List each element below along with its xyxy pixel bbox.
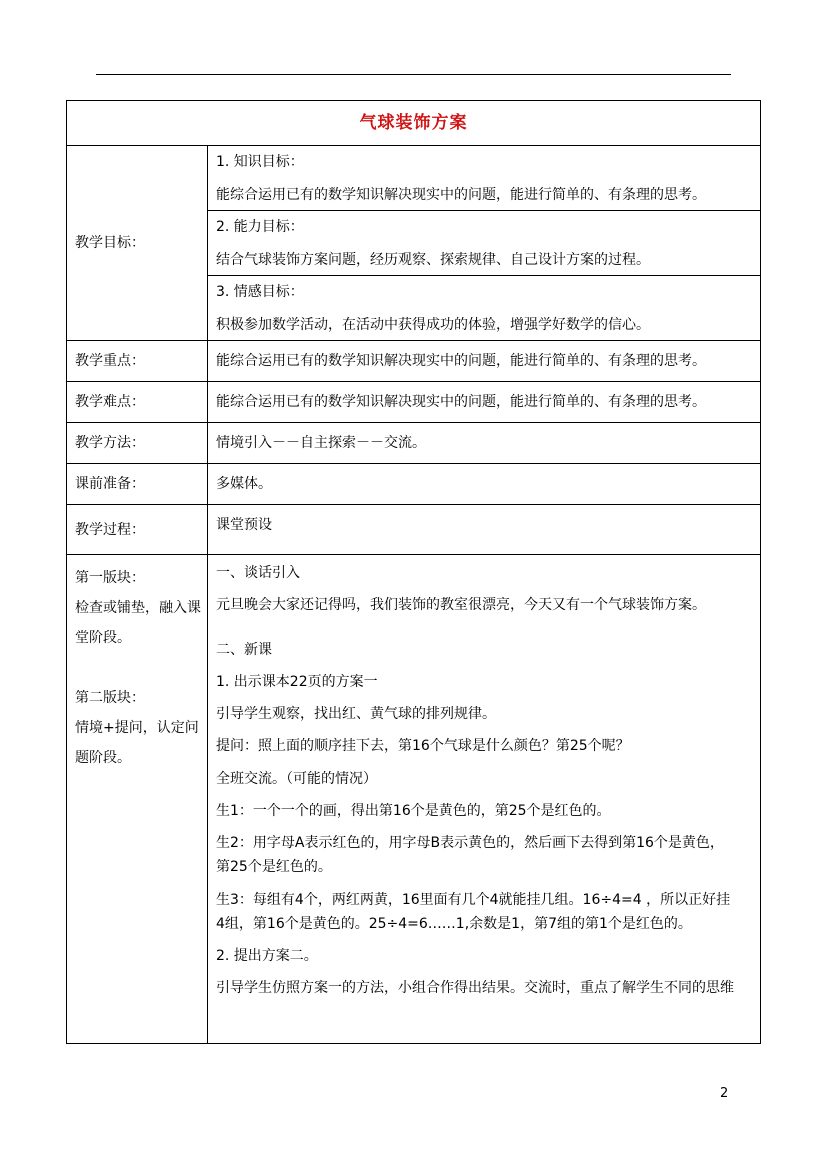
lesson-plan-table bbox=[66, 100, 761, 1044]
process-content: 一、谈话引入 元旦晚会大家还记得吗，我们装饰的教室很漂亮，今天又有一个气球装饰方案。 二、新课 1. 出示课本22页的方案一 引导学生观察，找出红、黄气球的排列规律。 提问：照上面的顺序挂下去，第16个气球是什么颜色？第25个呢？ 全班交流。（可能的情况） 生1：一个一个的画，得出第16个是黄色的，第25个是红色的。 生2：用字母A表示红色的，用字母B表示黄色的，然后画下去得到第16个是黄色， 第25个是红色的。 生3：每组有4个，两红两黄，16里面有几个4就能挂几组。16÷4=4 ，所以正好挂 4组，第16个是黄色的。25÷4=6……1,余数是1，第7组的第1个是红色的。 2. 提出方案二。 引导学生仿照方案一的方法，小组合作得出结果。交流时，重点了解学生不同的思维 bbox=[208, 555, 761, 1044]
key-points-value: 能综合运用已有的数学知识解决现实中的问题，能进行简单的、有条理的思考。 bbox=[208, 341, 761, 382]
difficulties-label: 教学难点： bbox=[67, 382, 208, 423]
objective-ability: 2. 能力目标： 结合气球装饰方案问题，经历观察、探索规律、自己设计方案的过程。 bbox=[208, 211, 761, 276]
page-title: 气球装饰方案 bbox=[359, 113, 468, 133]
section-two-heading: 第二版块： bbox=[75, 690, 145, 706]
method-value: 情境引入－－自主探索－－交流。 bbox=[208, 423, 761, 464]
preparation-value: 多媒体。 bbox=[208, 464, 761, 505]
difficulties-value: 能综合运用已有的数学知识解决现实中的问题，能进行简单的、有条理的思考。 bbox=[208, 382, 761, 423]
section-one-heading: 第一版块： bbox=[75, 570, 145, 586]
process-value: 课堂预设 bbox=[208, 505, 761, 555]
objective-emotion: 3. 情感目标： 积极参加数学活动，在活动中获得成功的体验，增强学好数学的信心。 bbox=[208, 276, 761, 341]
process-sections: 第一版块： 检查或铺垫，融入课 堂阶段。 第二版块： 情境+提问，认定问 题阶段。 bbox=[67, 555, 208, 1044]
objectives-label: 教学目标： bbox=[67, 146, 208, 341]
new-lesson-heading: 二、新课 bbox=[216, 641, 272, 658]
title-cell bbox=[67, 101, 761, 146]
method-label: 教学方法： bbox=[67, 423, 208, 464]
preparation-label: 课前准备： bbox=[67, 464, 208, 505]
key-points-label: 教学重点： bbox=[67, 341, 208, 382]
process-label: 教学过程： bbox=[67, 505, 208, 555]
header-rule bbox=[96, 74, 731, 75]
intro-heading: 一、谈话引入 bbox=[216, 565, 300, 581]
page-number: 2 bbox=[720, 1086, 729, 1101]
objective-knowledge: 1. 知识目标： 能综合运用已有的数学知识解决现实中的问题，能进行简单的、有条理的思考。 bbox=[208, 146, 761, 211]
